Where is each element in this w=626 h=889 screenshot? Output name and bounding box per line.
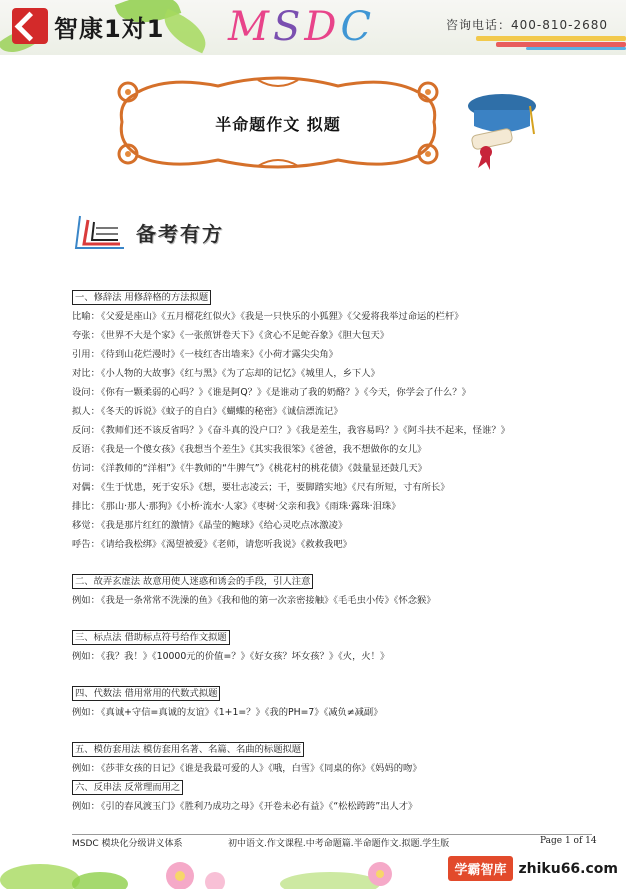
list-item — [72, 797, 562, 816]
list-item — [72, 307, 562, 326]
row-text: 《教师们还不该反省吗？》《奋斗真的没户口？》《我是差生，我容易吗？》《阿斗扶不起来，怪谁？》 — [100, 425, 510, 436]
list-item — [72, 516, 562, 535]
row-text: 《我？我！》《10000元的价值=？》《好女孩？坏女孩？》《火，火！》 — [100, 651, 390, 662]
row-label: 设问： — [72, 387, 100, 398]
list-item — [72, 383, 562, 402]
brand-letter: M — [228, 4, 273, 50]
row-label: 夸张： — [72, 330, 100, 341]
list-item — [72, 535, 562, 554]
section-heading — [74, 212, 224, 252]
row-label: 例如： — [72, 763, 100, 774]
spacer — [72, 554, 562, 572]
title-frame — [108, 72, 448, 172]
section-title: 备考有方 — [136, 221, 224, 246]
row-label: 对比： — [72, 368, 100, 379]
category-title: 六、反串法 反常理而用之 — [72, 780, 183, 795]
graduation-cap-icon — [452, 84, 542, 174]
row-text: 《生于忧患，死于安乐》《想，要壮志凌云；干，要脚踏实地》《尺有所短，寸有所长》 — [100, 482, 450, 493]
site-watermark — [448, 856, 618, 881]
row-label: 引用： — [72, 349, 100, 360]
footer-divider — [72, 834, 592, 835]
brand-letter: D — [304, 4, 341, 50]
row-text: 《我是一个傻女孩》《我想当个差生》《其实我很笨》《爸爸，我不想做你的女儿》 — [100, 444, 427, 455]
row-text: 《那山·那人·那狗》《小桥·流水·人家》《枣树·父亲和我》《雨珠·露珠·泪珠》 — [100, 501, 401, 512]
logo-mark-icon — [12, 8, 48, 44]
row-text: 《小人物的大故事》《红与黑》《为了忘却的记忆》《城里人，乡下人》 — [100, 368, 380, 379]
row-label: 对偶： — [72, 482, 100, 493]
row-text: 《我是那片红红的激情》《晶莹的鲍球》《给心灵吃点冰激凌》 — [100, 520, 348, 531]
phone-number: 咨询电话：400-810-2680 — [445, 18, 608, 32]
row-label: 移觉： — [72, 520, 100, 531]
row-text: 《冬天的诉说》《蚊子的自白》《蝴蝶的秘密》《诚信漂流记》 — [100, 406, 343, 417]
category-title: 二、故弄玄虚法 故意用使人迷惑和诱会的手段，引人注意 — [72, 574, 313, 589]
site-name: 学霸智库 — [448, 856, 512, 881]
category-section — [72, 740, 562, 778]
list-item — [72, 440, 562, 459]
row-label: 排比： — [72, 501, 100, 512]
leaf-decoration — [157, 9, 213, 54]
list-item — [72, 478, 562, 497]
row-text: 《莎菲女孩的日记》《谁是我最可爱的人》《哦，白雪》《同桌的你》《妈妈的吻》 — [100, 763, 422, 774]
list-item — [72, 326, 562, 345]
page-number: Page 1 of 14 — [540, 836, 597, 846]
row-text: 《真诚+守信=真诚的友谊》《1+1=？》《我的PH=7》《减负≠减副》 — [100, 707, 383, 718]
list-item — [72, 647, 562, 666]
list-item — [72, 703, 562, 722]
company-logo — [12, 8, 164, 44]
category-section — [72, 628, 562, 666]
row-label: 例如： — [72, 707, 100, 718]
list-item — [72, 402, 562, 421]
list-item — [72, 421, 562, 440]
list-item — [72, 497, 562, 516]
row-text: 《引的春风渡玉门》《胜利乃成功之母》《开卷未必有益》《“松松跨跨”出人才》 — [100, 801, 418, 812]
page-header — [0, 0, 626, 55]
row-text: 《待到山花烂漫时》《一枝红杏出墙来》《小荷才露尖尖角》 — [100, 349, 338, 360]
category-section — [72, 778, 562, 816]
list-item — [72, 759, 562, 778]
footer-course: 初中语文.作文课程.中考命题篇.半命题作文.拟题.学生版 — [228, 839, 450, 849]
row-label: 比喻： — [72, 311, 100, 322]
row-label: 呼告： — [72, 539, 100, 550]
row-label: 例如： — [72, 801, 100, 812]
category-title: 五、模仿套用法 模仿套用名著、名篇、名曲的标题拟题 — [72, 742, 304, 757]
category-section — [72, 684, 562, 722]
row-text: 《请给我松绑》《渴望被爱》《老师，请您听我说》《救救我吧》 — [100, 539, 352, 550]
list-item — [72, 591, 562, 610]
brand-letter: C — [340, 4, 376, 50]
pencils-decoration — [466, 36, 626, 50]
books-icon — [74, 212, 126, 252]
category-section — [72, 288, 562, 554]
row-label: 反语： — [72, 444, 100, 455]
row-label: 仿词： — [72, 463, 100, 474]
category-section — [72, 572, 562, 610]
row-text: 《世界不大是个家》《一张煎饼卷天下》《贪心不足蛇吞象》《胆大包天》 — [100, 330, 390, 341]
content-body — [72, 288, 562, 816]
row-text: 《父爱是座山》《五月榴花红似火》《我是一只快乐的小狐狸》《父爱将我举过命运的栏杆》 — [100, 311, 464, 322]
row-label: 例如： — [72, 651, 100, 662]
list-item — [72, 459, 562, 478]
brand-letter: S — [272, 4, 305, 50]
spacer — [72, 666, 562, 684]
row-text: 《我是一条常常不洗澡的鱼》《我和他的第一次亲密接触》《毛毛虫小传》《怀念猴》 — [100, 595, 436, 606]
spacer — [72, 722, 562, 740]
row-text: 《洋教师的“洋相”》《牛教师的“牛脾气”》《桃花村的桃花债》《鼓量显还鼓几天》 — [100, 463, 427, 474]
logo-text: 智康1对1 — [54, 14, 165, 43]
category-title: 四、代数法 借用常用的代数式拟题 — [72, 686, 220, 701]
category-title: 三、标点法 借助标点符号给作文拟题 — [72, 630, 230, 645]
page-title: 半命题作文 拟题 — [215, 115, 341, 134]
row-label: 例如： — [72, 595, 100, 606]
category-title: 一、修辞法 用修辞格的方法拟题 — [72, 290, 211, 305]
spacer — [72, 610, 562, 628]
brand-letters — [228, 4, 375, 50]
site-url: zhiku66.com — [518, 860, 618, 877]
row-text: 《你有一颗柔弱的心吗？》《谁是阿Q？》《是谁动了我的奶酪？》《今天，你学会了什么？》 — [100, 387, 471, 398]
list-item — [72, 345, 562, 364]
footer-series: MSDC 模块化分级讲义体系 — [72, 839, 183, 849]
row-label: 拟人： — [72, 406, 100, 417]
row-label: 反问： — [72, 425, 100, 436]
list-item — [72, 364, 562, 383]
